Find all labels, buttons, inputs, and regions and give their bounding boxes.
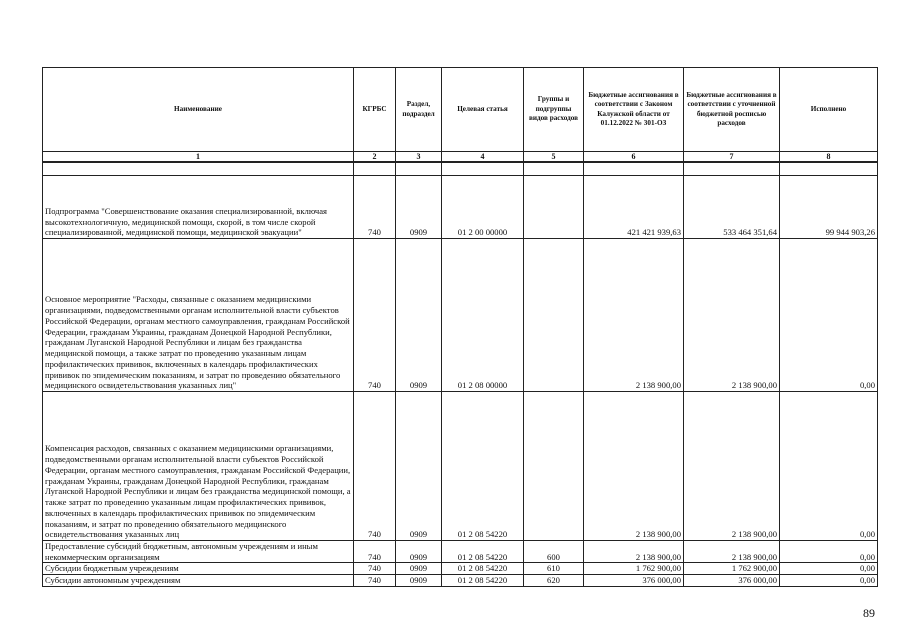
row-section: 0909 (396, 239, 442, 392)
row-target-article: 01 2 08 54220 (442, 541, 524, 563)
row-law-allocation: 421 421 939,63 (584, 176, 684, 239)
row-name: Субсидии бюджетным учреждениям (43, 563, 354, 575)
row-name: Субсидии автономным учреждениям (43, 575, 354, 587)
row-name: Предоставление субсидий бюджетным, автономным учреждениям и иным некоммерческим организациям (43, 541, 354, 563)
column-number: 4 (442, 152, 524, 163)
row-expense-group: 610 (524, 563, 584, 575)
row-expense-group (524, 176, 584, 239)
column-number: 5 (524, 152, 584, 163)
row-law-allocation: 2 138 900,00 (584, 239, 684, 392)
row-name: Подпрограмма "Совершенствование оказания специализированной, включая высокотехнологичную, медицинской помощи, скорой, в том числе скорой специализированной, медицинской помощи, медицинской эвакуации" (43, 176, 354, 239)
row-kgrbs: 740 (354, 176, 396, 239)
row-section: 0909 (396, 575, 442, 587)
row-section: 0909 (396, 392, 442, 541)
row-name: Основное мероприятие "Расходы, связанные с оказанием медицинскими организациями, подведомственными органам исполнительной власти субъектов Российской Федерации, органам местного самоуправления, гражданам Российской Федерации, гражданам Украины, гражданам Донецкой Народной Республики, гражданам Луганской Народной Республики и лицам без гражданства медицинской помощи, а также затрат по проведению указанным лицам профилактических прививок, включенных в календарь профилактических прививок по эпидемическим показаниям, и затрат по проведению обязательного медицинского освидетельствования указанных лиц" (43, 239, 354, 392)
header-refined-allocations: Бюджетные ассигнования в соответствии с уточненной бюджетной росписью расходов (684, 68, 780, 152)
column-number: 8 (780, 152, 878, 163)
header-name: Наименование (43, 68, 354, 152)
column-number: 1 (43, 152, 354, 163)
header-section: Раздел, подраздел (396, 68, 442, 152)
row-target-article: 01 2 00 00000 (442, 176, 524, 239)
column-number-row (43, 152, 878, 163)
row-kgrbs: 740 (354, 392, 396, 541)
row-expense-group (524, 239, 584, 392)
table-row (43, 239, 878, 392)
column-number: 6 (584, 152, 684, 163)
row-refined-allocation: 533 464 351,64 (684, 176, 780, 239)
column-number: 3 (396, 152, 442, 163)
spacer-row (43, 162, 878, 176)
header-expense-groups: Группы и подгруппы видов расходов (524, 68, 584, 152)
header-target-article: Целевая статья (442, 68, 524, 152)
row-executed: 0,00 (780, 541, 878, 563)
row-law-allocation: 2 138 900,00 (584, 392, 684, 541)
column-number: 2 (354, 152, 396, 163)
row-name: Компенсация расходов, связанных с оказанием медицинскими организациями, подведомственными органам исполнительной власти субъектов Российской Федерации, органам местного самоуправления, гражданам Российской Федерации, гражданам Украины, гражданам Донецкой Народной Республики, гражданам Луганской Народной Республики и лицам без гражданства медицинской помощи, а также затрат по проведению указанным лицам профилактических прививок, включенных в календарь профилактических прививок по эпидемическим показаниям, и затрат по проведению обязательного медицинского освидетельствования указанных лиц (43, 392, 354, 541)
header-kgrbs: КГРБС (354, 68, 396, 152)
row-refined-allocation: 2 138 900,00 (684, 239, 780, 392)
row-refined-allocation: 2 138 900,00 (684, 541, 780, 563)
row-section: 0909 (396, 176, 442, 239)
row-refined-allocation: 2 138 900,00 (684, 392, 780, 541)
table-row (43, 176, 878, 239)
row-kgrbs: 740 (354, 541, 396, 563)
page-number: 89 (863, 606, 875, 620)
header-executed: Исполнено (780, 68, 878, 152)
row-refined-allocation: 376 000,00 (684, 575, 780, 587)
table-row (43, 575, 878, 587)
row-section: 0909 (396, 541, 442, 563)
row-law-allocation: 1 762 900,00 (584, 563, 684, 575)
row-target-article: 01 2 08 54220 (442, 563, 524, 575)
header-law-allocations: Бюджетные ассигнования в соответствии с Законом Калужской области от 01.12.2022 № 301-ОЗ (584, 68, 684, 152)
row-kgrbs: 740 (354, 575, 396, 587)
row-expense-group: 620 (524, 575, 584, 587)
row-law-allocation: 2 138 900,00 (584, 541, 684, 563)
row-target-article: 01 2 08 54220 (442, 575, 524, 587)
row-executed: 0,00 (780, 392, 878, 541)
table-header-row (43, 68, 878, 152)
row-law-allocation: 376 000,00 (584, 575, 684, 587)
row-target-article: 01 2 08 54220 (442, 392, 524, 541)
row-section: 0909 (396, 563, 442, 575)
row-executed: 0,00 (780, 563, 878, 575)
row-executed: 0,00 (780, 575, 878, 587)
row-expense-group: 600 (524, 541, 584, 563)
table-row (43, 563, 878, 575)
row-kgrbs: 740 (354, 563, 396, 575)
row-refined-allocation: 1 762 900,00 (684, 563, 780, 575)
column-number: 7 (684, 152, 780, 163)
table-row (43, 392, 878, 541)
row-target-article: 01 2 08 00000 (442, 239, 524, 392)
row-executed: 99 944 903,26 (780, 176, 878, 239)
row-executed: 0,00 (780, 239, 878, 392)
table-row (43, 541, 878, 563)
row-kgrbs: 740 (354, 239, 396, 392)
budget-execution-table (42, 67, 878, 587)
row-expense-group (524, 392, 584, 541)
